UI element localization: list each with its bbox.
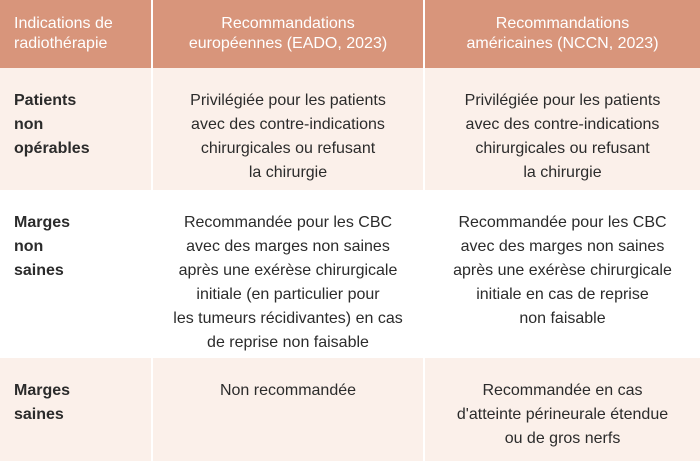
header-eado: Recommandations européennes (EADO, 2023)	[152, 0, 424, 68]
header-nccn: Recommandations américaines (NCCN, 2023)	[424, 0, 700, 68]
table-row-healthy-margins	[0, 358, 700, 461]
table-row-non-operable	[0, 68, 700, 190]
eado-cell: Recommandée pour les CBC avec des marges non saines après une exérèse chirurgicale initiale (en particulier pour les tumeurs récidivantes) en cas de reprise non faisable	[152, 190, 424, 358]
nccn-cell: Privilégiée pour les patients avec des contre-indications chirurgicales ou refusant la chirurgie	[424, 68, 700, 190]
row-label: Marges non saines	[0, 190, 152, 358]
table-row-non-healthy-margins	[0, 190, 700, 358]
nccn-cell: Recommandée pour les CBC avec des marges non saines après une exérèse chirurgicale initiale en cas de reprise non faisable	[424, 190, 700, 358]
header-indications: Indications de radiothérapie	[0, 0, 152, 68]
row-label: Marges saines	[0, 358, 152, 461]
header-row	[0, 0, 700, 68]
eado-cell: Privilégiée pour les patients avec des contre-indications chirurgicales ou refusant la chirurgie	[152, 68, 424, 190]
eado-cell: Non recommandée	[152, 358, 424, 461]
row-label: Patients non opérables	[0, 68, 152, 190]
nccn-cell: Recommandée en cas d'atteinte périneurale étendue ou de gros nerfs	[424, 358, 700, 461]
